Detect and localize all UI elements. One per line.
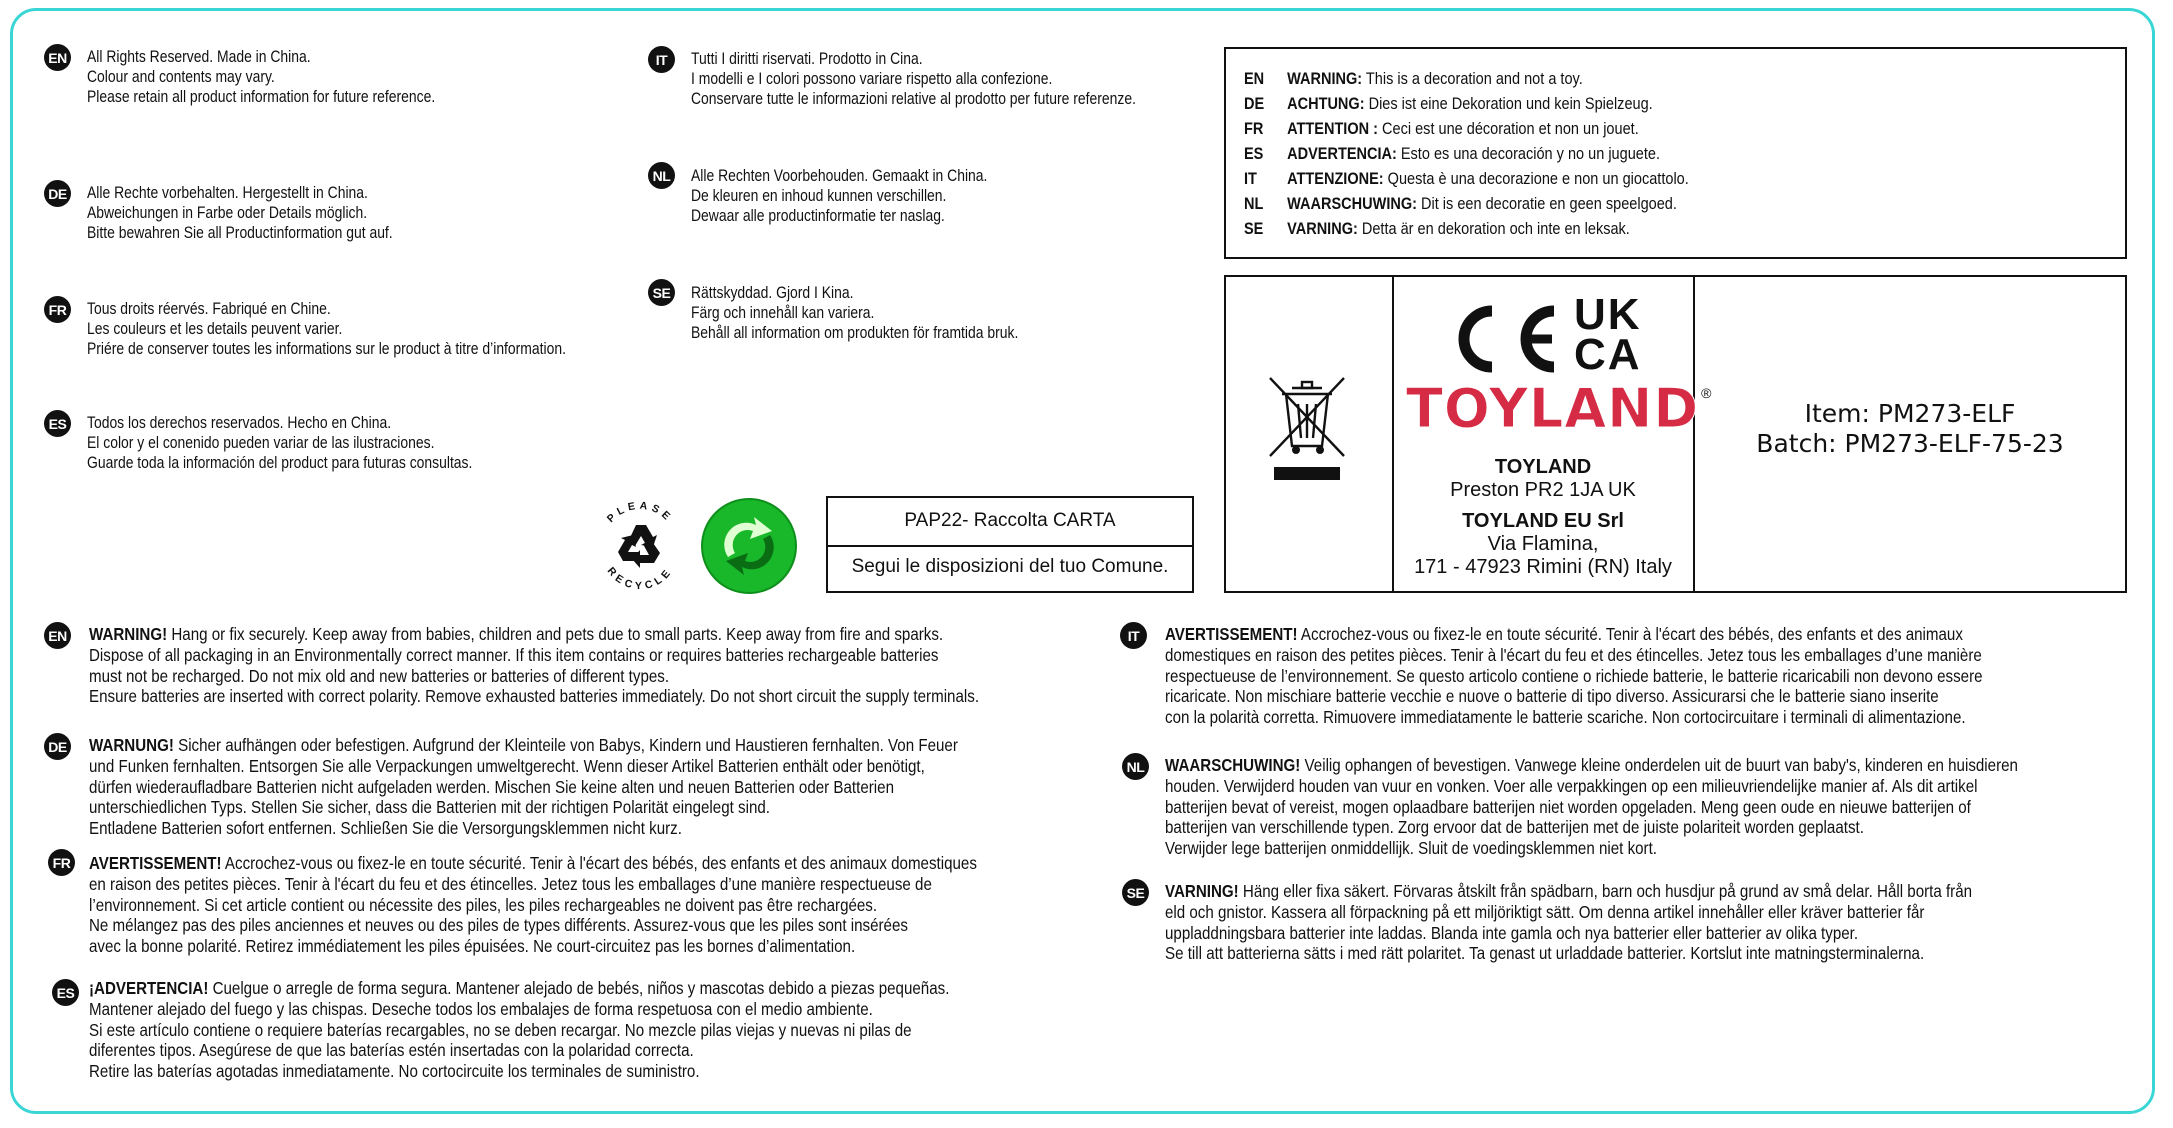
warning-line: Verwijder lege batterijen onmiddellijk. Sluit de voedingsklemmen niet kort. (1165, 838, 1658, 859)
lang-badge-es: ES (44, 410, 71, 437)
lang-badge-it: IT (648, 46, 675, 73)
warning-row (1244, 220, 1630, 239)
rights-block-it (691, 50, 1136, 109)
rights-line: All Rights Reserved. Made in China. (87, 48, 311, 66)
warning-label: ATTENTION : (1287, 120, 1378, 138)
warning-title: AVERTISSEMENT! (89, 853, 222, 873)
lang-badge-en: EN (44, 622, 71, 649)
certification-box (1224, 275, 2127, 593)
warning-title: WARNING! (89, 624, 168, 644)
rights-block-de (87, 184, 393, 243)
warning-row (1244, 145, 1660, 164)
warning-label: VARNING: (1287, 220, 1358, 238)
warning-row (1244, 120, 1639, 139)
rights-line: Tutti I diritti riservati. Prodotto in Cina. (691, 50, 923, 68)
warning-line: Ne mélangez pas des piles anciennes et neuves ou des piles de types différents. Assurez-vous que les piles sont insérées (89, 915, 908, 936)
rights-line: De kleuren en inhoud kunnen verschillen. (691, 186, 947, 205)
uk-company: TOYLAND (1494, 456, 1592, 478)
warning-line: domestiques en raison des petites pièces. Tenir à l'écart du feu et des étincelles. Jetez tous les emballages d’une manière (1165, 644, 1982, 665)
batch-number: Batch: PM273-ELF-75-23 (1756, 429, 2064, 458)
lang-badge-en: EN (44, 44, 71, 71)
lang-badge-nl: NL (1122, 753, 1149, 780)
warning-label: ATTENZIONE: (1287, 170, 1384, 188)
warning-line (89, 624, 979, 645)
warning-line: avec la bonne polarité. Retirez immédiatement les piles épuisées. Ne court-circuitez pas les bornes d’alimentation. (89, 936, 856, 957)
warning-label: WAARSCHUWING: (1287, 195, 1417, 213)
rights-line: Todos los derechos reservados. Hecho en China. (87, 414, 392, 432)
rights-line: Bitte bewahren Sie all Productinformation gut auf. (87, 223, 393, 242)
warning-row (1244, 95, 1653, 114)
warning-line: l’environnement. Si cet article contient ou nécessite des piles, les piles rechargeables ne doivent pas être rechargées. (89, 894, 878, 915)
rights-line: Alle Rechte vorbehalten. Hergestellt in China. (87, 184, 368, 202)
uk-address: Preston PR2 1JA UK (1450, 479, 1636, 501)
warning-label: ADVERTENCIA: (1287, 145, 1397, 163)
warning-first-line: Häng eller fixa säkert. Förvaras åtskilt från spädbarn, barn och husdjur på grund av små delar. Håll borta från (1238, 881, 1973, 901)
warning-text: This is a decoration and not a toy. (1362, 70, 1583, 88)
warning-lang: EN (1244, 70, 1265, 88)
warning-line: Dispose of all packaging in an Environmentally correct manner. If this item contains or requires batteries rechargeable batteries (89, 644, 939, 665)
warning-label: ACHTUNG: (1287, 95, 1365, 113)
pap-instruction: Segui le disposizioni del tuo Comune. (851, 556, 1169, 577)
rights-line: I modelli e I colori possono variare rispetto alla confezione. (691, 69, 1053, 88)
svg-text:PLEASE (605, 500, 675, 525)
warning-line: Mantener alejado del fuego y las chispas. Deseche todos los embalajes de forma respetuosa con el medio ambiente. (89, 998, 873, 1019)
svg-text:RECYCLE (605, 565, 676, 592)
safety-warning-nl (1165, 755, 2018, 859)
rights-block-nl (691, 167, 987, 226)
rights-line: Alle Rechten Voorbehouden. Gemaakt in China. (691, 167, 988, 185)
safety-warning-it (1165, 624, 1983, 728)
warning-text: Detta är en dekoration och inte en leksak. (1357, 220, 1630, 238)
decoration-warning-box (1224, 47, 2127, 259)
lang-badge-se: SE (648, 279, 675, 306)
rights-line: El color y el conenido pueden variar de las ilustraciones. (87, 433, 435, 452)
rights-block-es (87, 414, 472, 473)
rights-line: Guarde toda la información del product para futuras consultas. (87, 453, 473, 472)
please-recycle-icon (590, 495, 690, 595)
warning-line: en raison des petites pièces. Tenir à l'écart du feu et des étincelles. Jetez tous les emballages d’une manière respectueuse de (89, 873, 932, 894)
warning-line: batterijen van verschillende typen. Zorg ervoor dat de batterijen met de juiste polariteit worden geplaatst. (1165, 817, 1864, 838)
warning-lang: FR (1244, 120, 1264, 138)
lang-badge-de: DE (44, 180, 71, 207)
recycle-text: RECYCLE (604, 565, 676, 593)
registered-mark: ® (1701, 385, 1712, 401)
warning-line (89, 735, 958, 756)
warning-lang: ES (1244, 145, 1264, 163)
safety-warning-de (89, 735, 958, 839)
warning-first-line: Sicher aufhängen oder befestigen. Aufgrund der Kleinteile von Babys, Kindern und Haustieren fernhalten. Von Feuer (173, 735, 958, 755)
warning-title: VARNING! (1165, 881, 1239, 901)
rights-line: Abweichungen in Farbe oder Details möglich. (87, 203, 368, 222)
rights-block-fr (87, 300, 566, 359)
safety-warning-fr (89, 853, 977, 957)
warning-row (1244, 195, 1677, 214)
warning-row (1244, 70, 1583, 89)
rights-line: Conservare tutte le informazioni relative al prodotto per future referenze. (691, 89, 1136, 108)
lang-badge-se: SE (1122, 879, 1149, 906)
crossed-bin-icon (1262, 372, 1352, 484)
warning-text: Esto es una decoración y no un juguete. (1396, 145, 1660, 163)
brand-logo (1406, 377, 1712, 440)
warning-line (89, 853, 977, 874)
warning-line (1165, 624, 1983, 645)
eu-company: TOYLAND EU Srl (1462, 510, 1624, 532)
green-dot-icon (700, 497, 798, 595)
pap-divider (828, 545, 1192, 547)
warning-line: unterschiedlichen Typs. Stellen Sie sicher, dass die Batterien mit der richtigen Polarität eingelegt sind. (89, 797, 770, 818)
rights-line: Behåll all information om produkten för framtida bruk. (691, 323, 1019, 342)
warning-line: dürfen wiederaufladbare Batterien nicht aufgeladen werden. Mischen Sie keine alten und neuen Batterien oder Batterien (89, 776, 894, 797)
lang-badge-nl: NL (648, 162, 675, 189)
warning-first-line: Accrochez-vous ou fixez-le en toute sécurité. Tenir à l'écart des bébés, des enfants et des animaux domestiques (221, 853, 977, 873)
lang-badge-fr: FR (48, 849, 75, 876)
warning-lang: IT (1244, 170, 1257, 188)
warning-title: WAARSCHUWING! (1165, 755, 1301, 775)
warning-first-line: Accrochez-vous ou fixez-le en toute sécurité. Tenir à l'écart des bébés, des enfants et des animaux (1297, 624, 1963, 644)
ce-mark-icon (1442, 303, 1562, 375)
rights-block-se (691, 284, 1018, 343)
lang-badge-de: DE (44, 733, 71, 760)
warning-first-line: Cuelgue o arregle de forma segura. Mantener alejado de bebés, niños y mascotas debido a piezas pequeñas. (208, 978, 950, 998)
warning-row (1244, 170, 1689, 189)
item-number: Item: PM273-ELF (1804, 399, 2016, 428)
pap-code: PAP22- Raccolta CARTA (904, 510, 1116, 531)
warning-line: ricaricate. Non mischiare batterie vecchie e nuove o batterie di tipo diverso. Assicurarsi che le batterie siano inserite (1165, 686, 1939, 707)
warning-line: Si este artículo contiene o requiere baterías recargables, no se deben recargar. No mezcle pilas viejas y nuevas ni pilas de (89, 1019, 912, 1040)
warning-lang: NL (1244, 195, 1264, 213)
warning-text: Dies ist eine Dekoration und kein Spielzeug. (1364, 95, 1653, 113)
ukca-mark-bottom: CA (1574, 330, 1642, 379)
rights-block-en (87, 48, 435, 107)
warning-line: houden. Verwijderd houden van vuur en vonken. Voer alle verpakkingen op een milieuvriendelijke manier af. Als dit artikel (1165, 775, 1978, 796)
lang-badge-es: ES (52, 979, 79, 1006)
warning-line: Se till att batterierna sätts i med rätt polaritet. Ta genast ut urladdade batterier. Kortslut inte matningsterminalerna. (1165, 943, 1925, 964)
lang-badge-it: IT (1120, 622, 1147, 649)
rights-line: Colour and contents may vary. (87, 67, 275, 86)
warning-line: respectueuse de l’environnement. Se questo articolo contiene o richiede batterie, le batterie ricaricabili non devono essere (1165, 665, 1983, 686)
warning-line: must not be recharged. Do not mix old and new batteries or batteries of different types. (89, 665, 670, 686)
warning-text: Ceci est une décoration et non un jouet. (1377, 120, 1639, 138)
ukca-mark-top: UK (1574, 290, 1642, 339)
warning-line: Retire las baterías agotadas inmediatamente. No cortocircuite los terminales de suministro. (89, 1061, 700, 1082)
warning-first-line: Veilig ophangen of bevestigen. Vanwege kleine onderdelen uit de buurt van baby's, kinderen en huisdieren (1300, 755, 2018, 775)
safety-warning-en (89, 624, 979, 707)
rights-line: Dewaar alle productinformatie ter naslag. (691, 206, 945, 225)
warning-text: Questa è una decorazione e non un giocattolo. (1383, 170, 1689, 188)
warning-title: ¡ADVERTENCIA! (89, 978, 209, 998)
warning-title: AVERTISSEMENT! (1165, 624, 1298, 644)
eu-city: 171 - 47923 Rimini (RN) Italy (1414, 556, 1672, 578)
please-text: PLEASE (604, 499, 676, 526)
safety-warning-se (1165, 881, 1972, 964)
rights-line: Tous droits réervés. Fabriqué en Chine. (87, 300, 331, 318)
rights-line: Priére de conserver toutes les informations sur le product à titre d’information. (87, 339, 566, 358)
lang-badge-fr: FR (44, 296, 71, 323)
warning-lang: DE (1244, 95, 1265, 113)
warning-first-line: Hang or fix securely. Keep away from babies, children and pets due to small parts. Keep away from fire and sparks. (167, 624, 944, 644)
warning-line: diferentes tipos. Asegúrese de que las baterías estén insertadas con la polaridad correcta. (89, 1040, 694, 1061)
warning-line: Entladene Batterien sofort entfernen. Schließen Sie die Versorgungsklemmen nicht kurz. (89, 818, 682, 839)
pap-recycling-box (826, 496, 1194, 593)
rights-line: Rättskyddad. Gjord I Kina. (691, 284, 854, 302)
warning-line: batterijen bevat of vereist, mogen oplaadbare batterijen niet worden opgeladen. Meng geen oude en nieuwe batterijen of (1165, 796, 1971, 817)
rights-line: Les couleurs et les details peuvent varier. (87, 319, 343, 338)
warning-line: und Funken fernhalten. Entsorgen Sie alle Verpackungen umweltgerecht. Wenn dieser Artikel Batterien enthält oder benötigt, (89, 755, 925, 776)
eu-street: Via Flamina, (1487, 533, 1599, 555)
warning-line (89, 978, 949, 999)
warning-line (1165, 881, 1972, 902)
warning-line (1165, 755, 2018, 776)
warning-title: WARNUNG! (89, 735, 174, 755)
warning-line: eld och gnistor. Kassera all förpackning på ett miljöriktigt sätt. Om denna artikel innehåller eller kräver batterier får (1165, 901, 1925, 922)
brand-logo-text: TOYLAND (1406, 377, 1700, 440)
warning-line: Ensure batteries are inserted with correct polarity. Remove exhausted batteries immediately. Do not short circuit the supply terminals. (89, 686, 980, 707)
warning-label: WARNING: (1287, 70, 1363, 88)
warning-text: Dit is een decoratie en geen speelgoed. (1416, 195, 1677, 213)
warning-line: uppladdningsbara batterier inte laddas. Blanda inte gamla och nya batterier eller batterier av olika typer. (1165, 922, 1859, 943)
rights-line: Färg och innehåll kan variera. (691, 303, 875, 322)
warning-line: con la polarità corretta. Rimuovere immediatamente le batterie scariche. Non cortocircuitare i terminali di alimentazione. (1165, 707, 1966, 728)
safety-warning-es (89, 978, 949, 1082)
rights-line: Please retain all product information for future reference. (87, 87, 436, 106)
warning-lang: SE (1244, 220, 1264, 238)
